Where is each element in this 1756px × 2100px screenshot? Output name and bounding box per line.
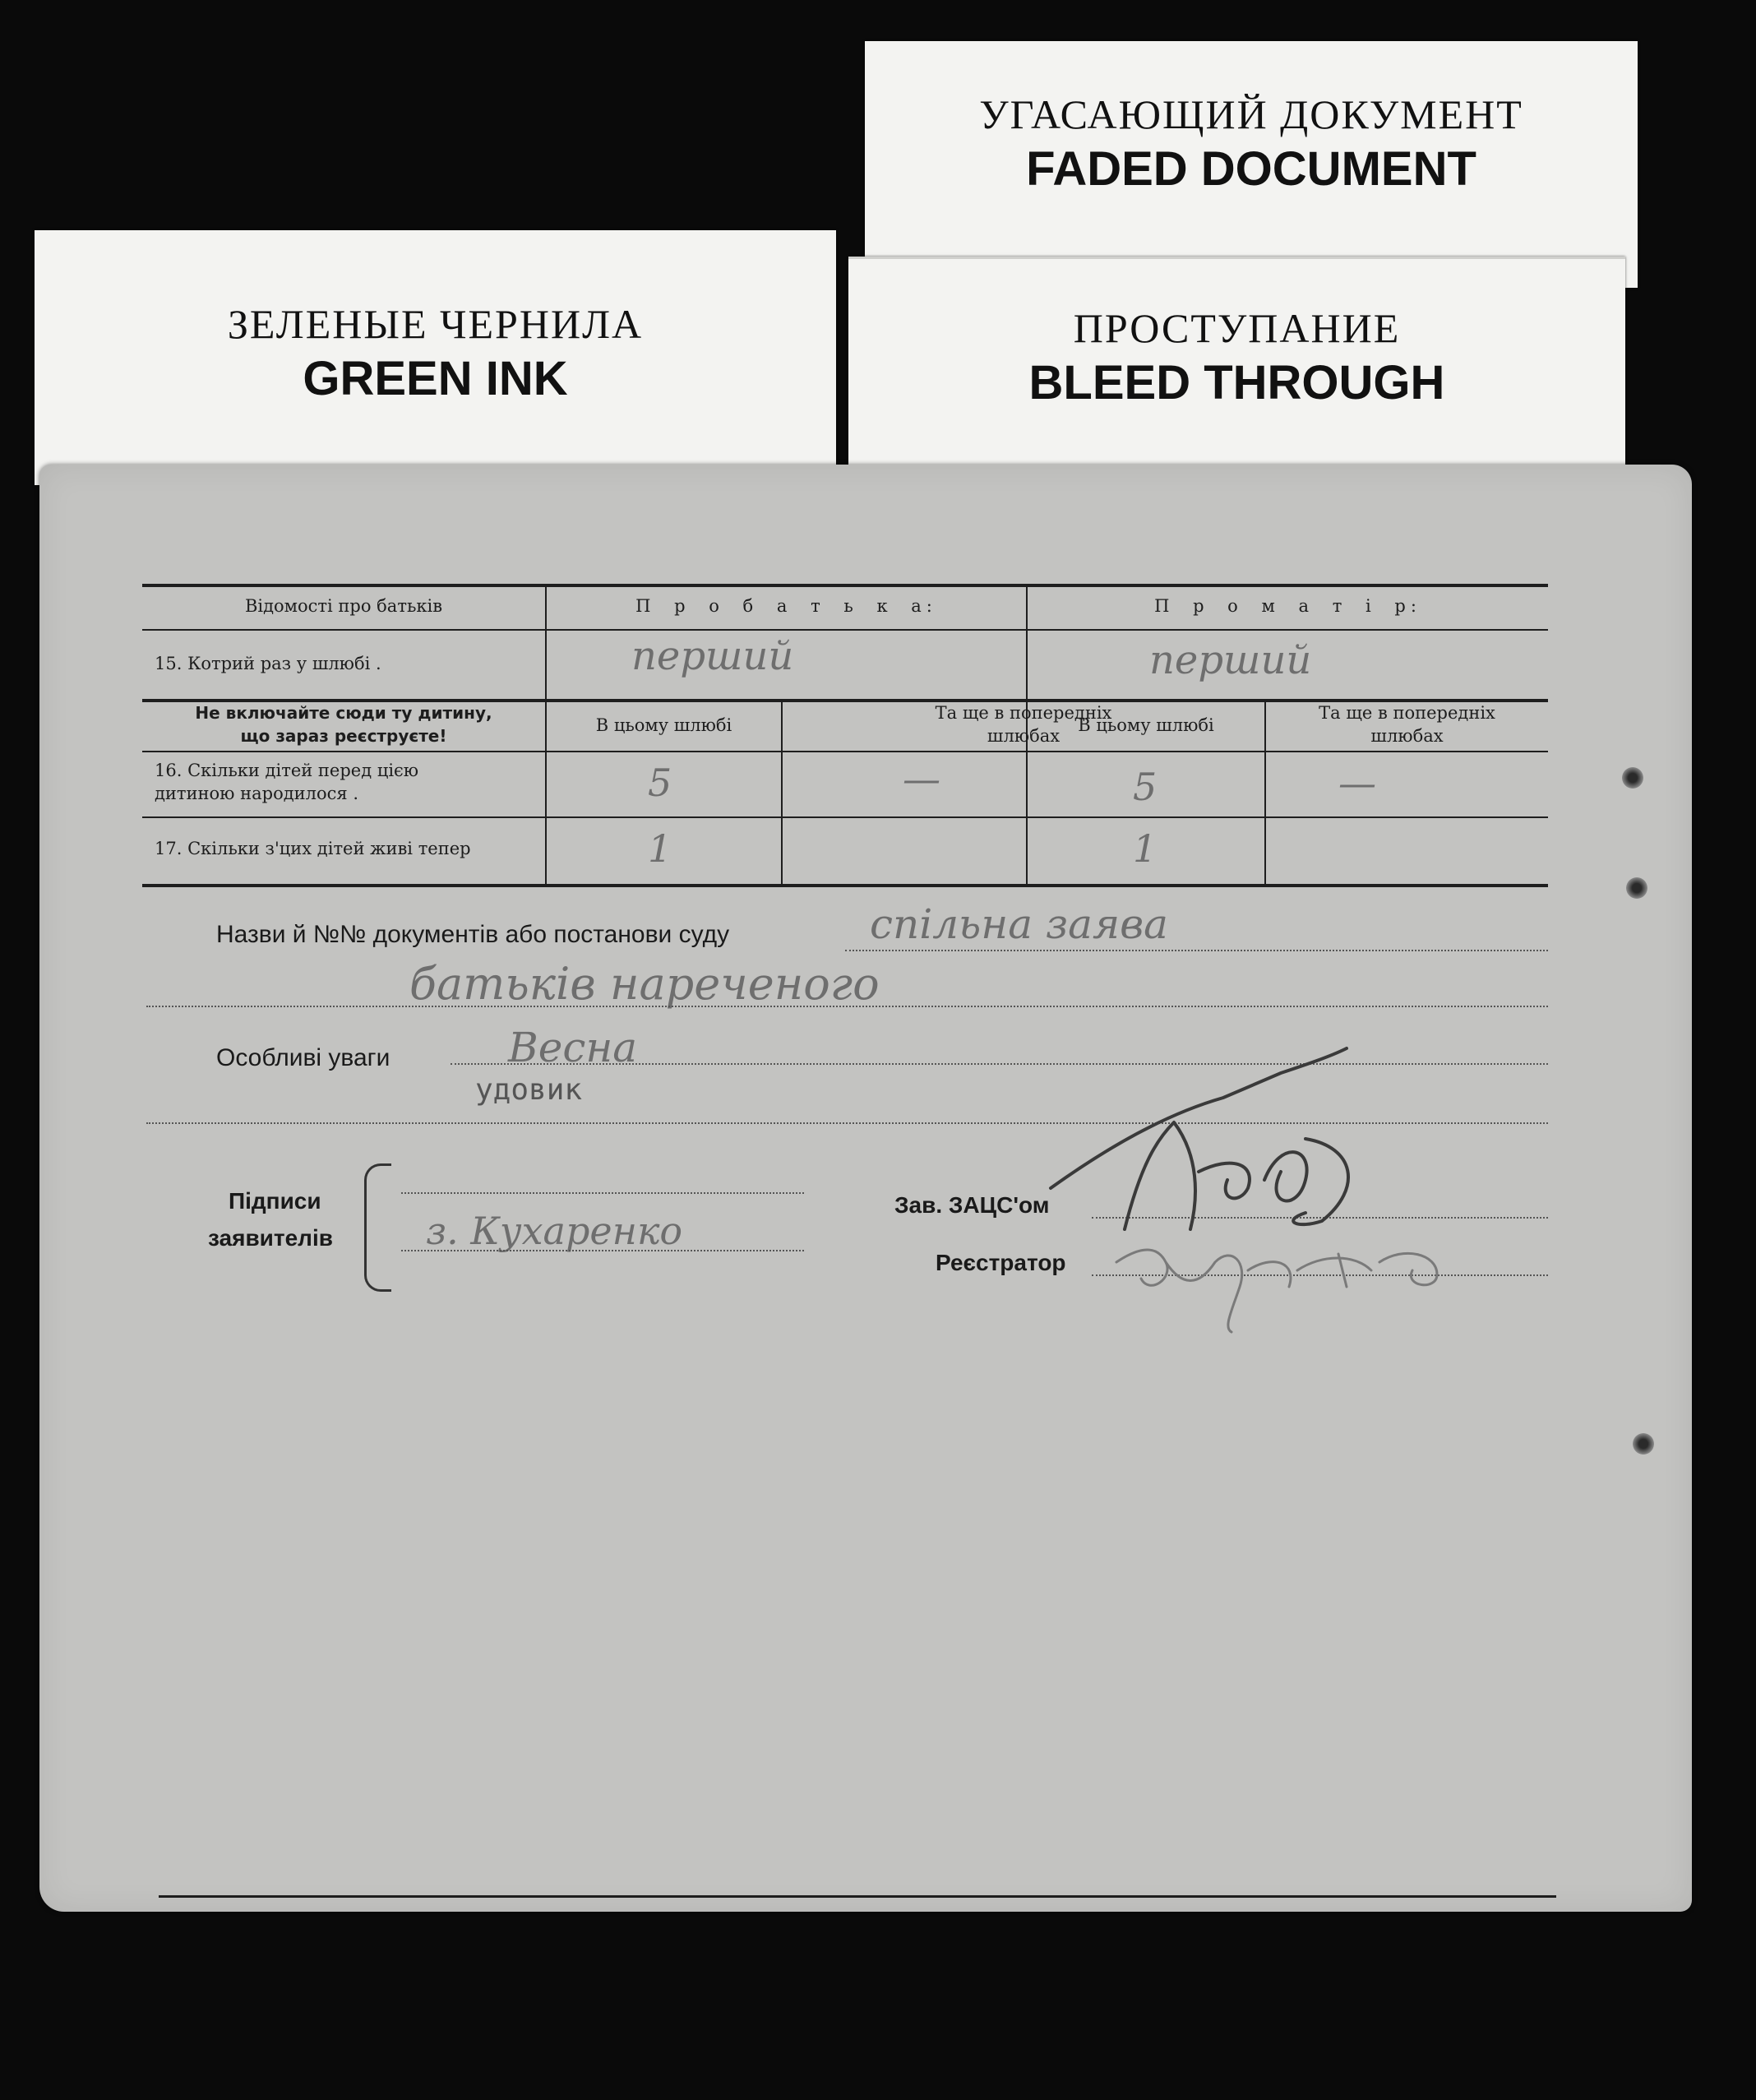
bleed-label-ru: ПРОСТУПАНИЕ: [1073, 305, 1401, 351]
row17-label: 17. Скільки з'цих дітей живі тепер: [155, 839, 471, 858]
father-this-marriage-header: В цьому шлюбі: [595, 715, 732, 735]
green-ink-label: [35, 230, 836, 485]
signatures-label-line2: заявителів: [208, 1225, 333, 1251]
row16-father-prev: —: [903, 756, 940, 801]
table-header-divider: [142, 629, 1548, 631]
signatures-label-line1: Підписи: [229, 1188, 321, 1214]
table-top-border: [142, 584, 1548, 587]
remarks-value-line2: удовик: [475, 1073, 583, 1107]
head-label: Зав. ЗАЦС'ом: [894, 1192, 1050, 1218]
mother-prev-header-line2: шлюбах: [1370, 726, 1444, 746]
green-label-en: GREEN INK: [303, 352, 568, 405]
father-prev-header-line1: Та ще в попередніх: [935, 703, 1112, 723]
row15-father-value: перший: [631, 633, 794, 679]
bleed-through-label: [848, 257, 1625, 479]
father-prev-header-line2: шлюбах: [987, 726, 1061, 746]
sheet-bottom-rule: [159, 1895, 1556, 1898]
documents-value-line1: спільна заява: [870, 900, 1168, 948]
row16-mother-this: 5: [1133, 765, 1158, 809]
signatures-value: з. Кухаренко: [426, 1209, 683, 1253]
mother-prev-header-line1: Та ще в попередніх: [1319, 703, 1495, 723]
faded-label-ru: УГАСАЮЩИЙ ДОКУМЕНТ: [979, 91, 1523, 137]
warning-line2: що зараз реєструєте!: [240, 726, 447, 746]
binder-hole-2: [1626, 877, 1647, 899]
binder-hole-3: [1633, 1433, 1654, 1455]
documents-value-line2: батьків нареченого: [409, 958, 880, 1010]
table-row16-divider: [142, 816, 1548, 818]
green-label-ru: ЗЕЛЕНЫЕ ЧЕРНИЛА: [227, 301, 644, 347]
remarks-label: Особливі уваги: [216, 1044, 390, 1071]
row17-father-this: 1: [648, 826, 672, 871]
warning-line1: Не включайте сюди ту дитину,: [195, 703, 492, 723]
signatures-dotted-line-2: [401, 1250, 804, 1251]
row17-mother-this: 1: [1133, 826, 1158, 871]
head-signature: [1034, 1024, 1412, 1262]
registry-form-sheet: [39, 465, 1692, 1912]
remarks-value-line1: Весна: [508, 1024, 638, 1071]
table-bottom-border: [142, 884, 1548, 887]
header-parents-info: Відомості про батьків: [244, 596, 443, 616]
row15-label: 15. Котрий раз у шлюбі .: [155, 654, 381, 673]
header-about-father: П р о б а т ь к а:: [635, 596, 937, 616]
documents-dotted-line-2: [146, 1006, 1548, 1007]
signatures-dotted-line-1: [401, 1192, 804, 1194]
table-row15-divider: [142, 699, 1548, 702]
faded-document-label: [865, 41, 1638, 288]
bleed-label-en: BLEED THROUGH: [1028, 356, 1445, 409]
mother-this-marriage-header: В цьому шлюбі: [1078, 715, 1214, 735]
row16-label-line2: дитиною народилося .: [155, 784, 359, 803]
row16-father-this: 5: [648, 761, 672, 805]
header-about-mother: П р о м а т і р:: [1154, 596, 1421, 616]
table-subheader-divider: [142, 751, 1548, 752]
registrar-label: Реєстратор: [936, 1250, 1066, 1275]
faded-label-en: FADED DOCUMENT: [1026, 142, 1476, 196]
row15-mother-value: перший: [1149, 637, 1312, 683]
documents-dotted-line-1: [845, 950, 1548, 951]
documents-label: Назви й №№ документів або постанови суду: [216, 921, 730, 948]
row16-mother-prev: —: [1338, 761, 1376, 805]
signatures-brace: [364, 1163, 391, 1292]
registrar-signature: [1108, 1229, 1486, 1336]
binder-hole-1: [1622, 767, 1643, 789]
row16-label-line1: 16. Скільки дітей перед цією: [155, 761, 419, 780]
